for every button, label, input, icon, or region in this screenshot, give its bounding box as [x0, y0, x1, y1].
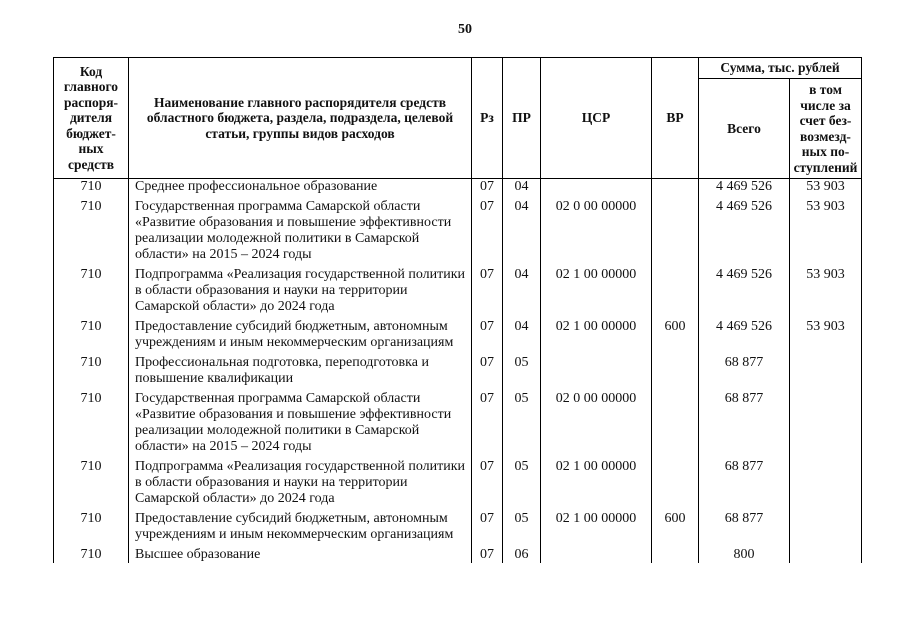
- cell-free: 53 903: [790, 263, 862, 315]
- cell-code: 710: [54, 195, 129, 263]
- cell-total: 800: [699, 543, 790, 563]
- table-body: [54, 179, 862, 564]
- cell-vr: [652, 195, 699, 263]
- cell-rz: 07: [472, 195, 503, 263]
- cell-vr: [652, 387, 699, 455]
- cell-rz: 07: [472, 543, 503, 563]
- cell-free: [790, 455, 862, 507]
- cell-free: [790, 387, 862, 455]
- cell-free: [790, 507, 862, 543]
- cell-rz: 07: [472, 179, 503, 196]
- header-csr: ЦСР: [541, 58, 652, 179]
- cell-rz: 07: [472, 455, 503, 507]
- cell-name: Государственная программа Самарской области «Развитие образования и повышение эффективности реализации молодежной политики в Самарской области» на 2015 – 2024 годы: [129, 195, 472, 263]
- cell-total: 4 469 526: [699, 195, 790, 263]
- cell-pr: 04: [503, 179, 541, 196]
- cell-csr: 02 0 00 00000: [541, 387, 652, 455]
- cell-pr: 05: [503, 507, 541, 543]
- cell-csr: [541, 179, 652, 196]
- budget-table: [53, 57, 862, 563]
- cell-vr: [652, 179, 699, 196]
- cell-rz: 07: [472, 263, 503, 315]
- cell-pr: 05: [503, 455, 541, 507]
- cell-total: 4 469 526: [699, 315, 790, 351]
- cell-code: 710: [54, 543, 129, 563]
- cell-pr: 04: [503, 195, 541, 263]
- cell-total: 4 469 526: [699, 263, 790, 315]
- cell-csr: [541, 543, 652, 563]
- cell-pr: 04: [503, 263, 541, 315]
- cell-csr: 02 1 00 00000: [541, 315, 652, 351]
- cell-csr: 02 1 00 00000: [541, 263, 652, 315]
- table-row: [54, 263, 862, 315]
- cell-total: 68 877: [699, 455, 790, 507]
- cell-free: 53 903: [790, 315, 862, 351]
- table-row: [54, 455, 862, 507]
- cell-free: [790, 351, 862, 387]
- header-vr: ВР: [652, 58, 699, 179]
- cell-code: 710: [54, 179, 129, 196]
- cell-csr: 02 1 00 00000: [541, 507, 652, 543]
- cell-code: 710: [54, 351, 129, 387]
- cell-csr: 02 0 00 00000: [541, 195, 652, 263]
- page-number: 50: [458, 22, 472, 37]
- cell-total: 68 877: [699, 351, 790, 387]
- cell-code: 710: [54, 507, 129, 543]
- cell-vr: [652, 263, 699, 315]
- table-row: [54, 543, 862, 563]
- cell-code: 710: [54, 387, 129, 455]
- cell-code: 710: [54, 455, 129, 507]
- cell-vr: [652, 543, 699, 563]
- cell-rz: 07: [472, 387, 503, 455]
- table-row: [54, 351, 862, 387]
- table-row: [54, 387, 862, 455]
- cell-name: Предоставление субсидий бюджетным, автономным учреждениям и иным некоммерческим организациям: [129, 507, 472, 543]
- table-row: [54, 315, 862, 351]
- cell-rz: 07: [472, 507, 503, 543]
- table-row: [54, 507, 862, 543]
- cell-free: 53 903: [790, 179, 862, 196]
- cell-pr: 04: [503, 315, 541, 351]
- cell-name: Подпрограмма «Реализация государственной политики в области образования и науки на территории Самарской области» до 2024 года: [129, 455, 472, 507]
- cell-total: 4 469 526: [699, 179, 790, 196]
- header-name: Наименование главного распорядителя средств областного бюджета, раздела, подраздела, целевой статьи, группы видов расходов: [129, 58, 472, 179]
- cell-name: Среднее профессиональное образование: [129, 179, 472, 196]
- cell-total: 68 877: [699, 387, 790, 455]
- cell-name: Государственная программа Самарской области «Развитие образования и повышение эффективности реализации молодежной политики в Самарской области» на 2015 – 2024 годы: [129, 387, 472, 455]
- cell-pr: 05: [503, 351, 541, 387]
- cell-csr: [541, 351, 652, 387]
- header-sum: Сумма, тыс. рублей: [699, 58, 862, 79]
- cell-vr: 600: [652, 315, 699, 351]
- cell-vr: 600: [652, 507, 699, 543]
- cell-name: Высшее образование: [129, 543, 472, 563]
- cell-code: 710: [54, 263, 129, 315]
- cell-code: 710: [54, 315, 129, 351]
- cell-pr: 05: [503, 387, 541, 455]
- header-pr: ПР: [503, 58, 541, 179]
- cell-rz: 07: [472, 315, 503, 351]
- cell-free: [790, 543, 862, 563]
- cell-name: Предоставление субсидий бюджетным, автономным учреждениям и иным некоммерческим организациям: [129, 315, 472, 351]
- header-code: Код главного распоря-дителя бюджет-ных средств: [54, 58, 129, 179]
- table-header: [54, 58, 862, 179]
- table-row: [54, 195, 862, 263]
- cell-total: 68 877: [699, 507, 790, 543]
- cell-vr: [652, 455, 699, 507]
- cell-rz: 07: [472, 351, 503, 387]
- header-total: Всего: [699, 79, 790, 179]
- header-free: в том числе за счет без-возмезд-ных по-ступлений: [790, 79, 862, 179]
- cell-pr: 06: [503, 543, 541, 563]
- cell-name: Подпрограмма «Реализация государственной политики в области образования и науки на территории Самарской области» до 2024 года: [129, 263, 472, 315]
- cell-csr: 02 1 00 00000: [541, 455, 652, 507]
- cell-vr: [652, 351, 699, 387]
- table-row: [54, 179, 862, 196]
- cell-name: Профессиональная подготовка, переподготовка и повышение квалификации: [129, 351, 472, 387]
- header-rz: Рз: [472, 58, 503, 179]
- cell-free: 53 903: [790, 195, 862, 263]
